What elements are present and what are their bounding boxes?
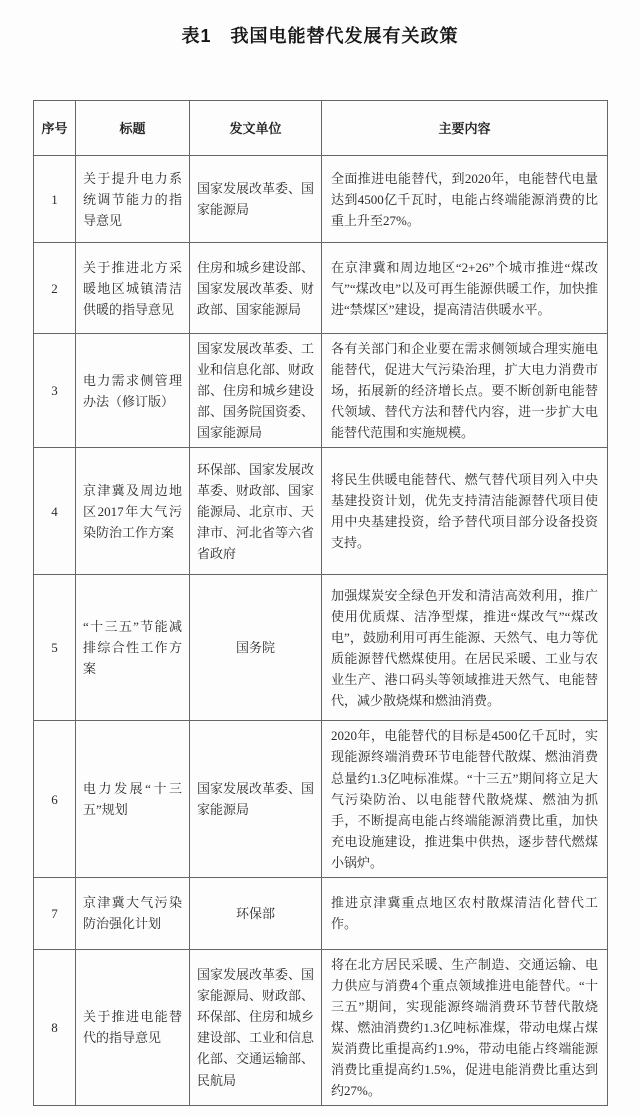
row-number: 7 <box>34 877 76 949</box>
policy-title: “十三五”节能减排综合性工作方案 <box>76 575 190 721</box>
policy-content: 推进京津冀重点地区农村散煤清洁化替代工作。 <box>322 877 608 949</box>
policy-issuer: 住房和城乡建设部、国家发展改革委、财政部、国家能源局 <box>190 243 322 334</box>
row-number: 6 <box>34 721 76 877</box>
policy-title: 电力发展“十三五”规划 <box>76 721 190 877</box>
policy-title: 关于推进电能替代的指导意见 <box>76 949 190 1105</box>
policy-content: 各有关部门和企业要在需求侧领域合理实施电能替代，促进大气污染治理，扩大电力消费市场，拓展新的经济增长点。要不断创新电能替代领域、替代方法和替代内容，进一步扩大电能替代范围和实施规模。 <box>322 334 608 448</box>
policy-title: 京津冀及周边地区2017年大气污染防治工作方案 <box>76 448 190 575</box>
policy-table <box>33 100 608 1106</box>
table-header-row <box>34 101 608 156</box>
policy-title: 京津冀大气污染防治强化计划 <box>76 877 190 949</box>
policy-content: 全面推进电能替代，到2020年，电能替代电量达到4500亿千瓦时，电能占终端能源消费的比重上升至27%。 <box>322 156 608 243</box>
policy-issuer: 环保部、国家发展改革委、财政部、国家能源局、北京市、天津市、河北省等六省省政府 <box>190 448 322 575</box>
header-cell-issuer: 发文单位 <box>190 101 322 156</box>
table-row <box>34 877 608 949</box>
table-caption: 表1 我国电能替代发展有关政策 <box>181 26 459 46</box>
policy-content: 2020年，电能替代的目标是4500亿千瓦时，实现能源终端消费环节电能替代散煤、燃油消费总量约1.3亿吨标准煤。“十三五”期间将立足大气污染防治、以电能替代散烧煤、燃油为抓手，不断提高电能占终端能源消费比重，加快充电设施建设，推进集中供热，逐步替代燃煤小锅炉。 <box>322 721 608 877</box>
row-number: 8 <box>34 949 76 1105</box>
policy-issuer: 国家发展改革委、国家能源局、财政部、环保部、住房和城乡建设部、工业和信息化部、交通运输部、民航局 <box>190 949 322 1105</box>
policy-title: 关于推进北方采暖地区城镇清洁供暖的指导意见 <box>76 243 190 334</box>
table-row <box>34 243 608 334</box>
policy-issuer: 国家发展改革委、国家能源局 <box>190 156 322 243</box>
row-number: 4 <box>34 448 76 575</box>
table-row <box>34 156 608 243</box>
header-cell-number: 序号 <box>34 101 76 156</box>
table-row <box>34 949 608 1105</box>
header-cell-content: 主要内容 <box>322 101 608 156</box>
policy-content: 将民生供暖电能替代、燃气替代项目列入中央基建投资计划，优先支持清洁能源替代项目使用中央基建投资，给予替代项目部分设备投资支持。 <box>322 448 608 575</box>
policy-content: 在京津冀和周边地区“2+26”个城市推进“煤改气”“煤改电”以及可再生能源供暖工作，加快推进“禁煤区”建设，提高清洁供暖水平。 <box>322 243 608 334</box>
row-number: 3 <box>34 334 76 448</box>
table-row <box>34 575 608 721</box>
row-number: 1 <box>34 156 76 243</box>
table-row <box>34 448 608 575</box>
header-cell-title: 标题 <box>76 101 190 156</box>
policy-title: 关于提升电力系统调节能力的指导意见 <box>76 156 190 243</box>
policy-issuer: 国家发展改革委、国家能源局 <box>190 721 322 877</box>
row-number: 5 <box>34 575 76 721</box>
policy-title: 电力需求侧管理办法（修订版） <box>76 334 190 448</box>
policy-content: 将在北方居民采暖、生产制造、交通运输、电力供应与消费4个重点领域推进电能替代。“十三五”期间，实现能源终端消费环节替代散烧煤、燃油消费约1.3亿吨标准煤，带动电煤占煤炭消费比重提高约1.9%，带动电能占终端能源消费比重提高约1.5%，促进电能消费比重达到约27%。 <box>322 949 608 1105</box>
table-row <box>34 721 608 877</box>
policy-issuer: 国家发展改革委、工业和信息化部、财政部、住房和城乡建设部、国务院国资委、国家能源局 <box>190 334 322 448</box>
row-number: 2 <box>34 243 76 334</box>
policy-issuer: 国务院 <box>190 575 322 721</box>
policy-content: 加强煤炭安全绿色开发和清洁高效利用，推广使用优质煤、洁净型煤，推进“煤改气”“煤改电”，鼓励利用可再生能源、天然气、电力等优质能源替代燃煤使用。在居民采暖、工业与农业生产、港口码头等领域推进天然气、电能替代，减少散烧煤和燃油消费。 <box>322 575 608 721</box>
policy-issuer: 环保部 <box>190 877 322 949</box>
table-row <box>34 334 608 448</box>
